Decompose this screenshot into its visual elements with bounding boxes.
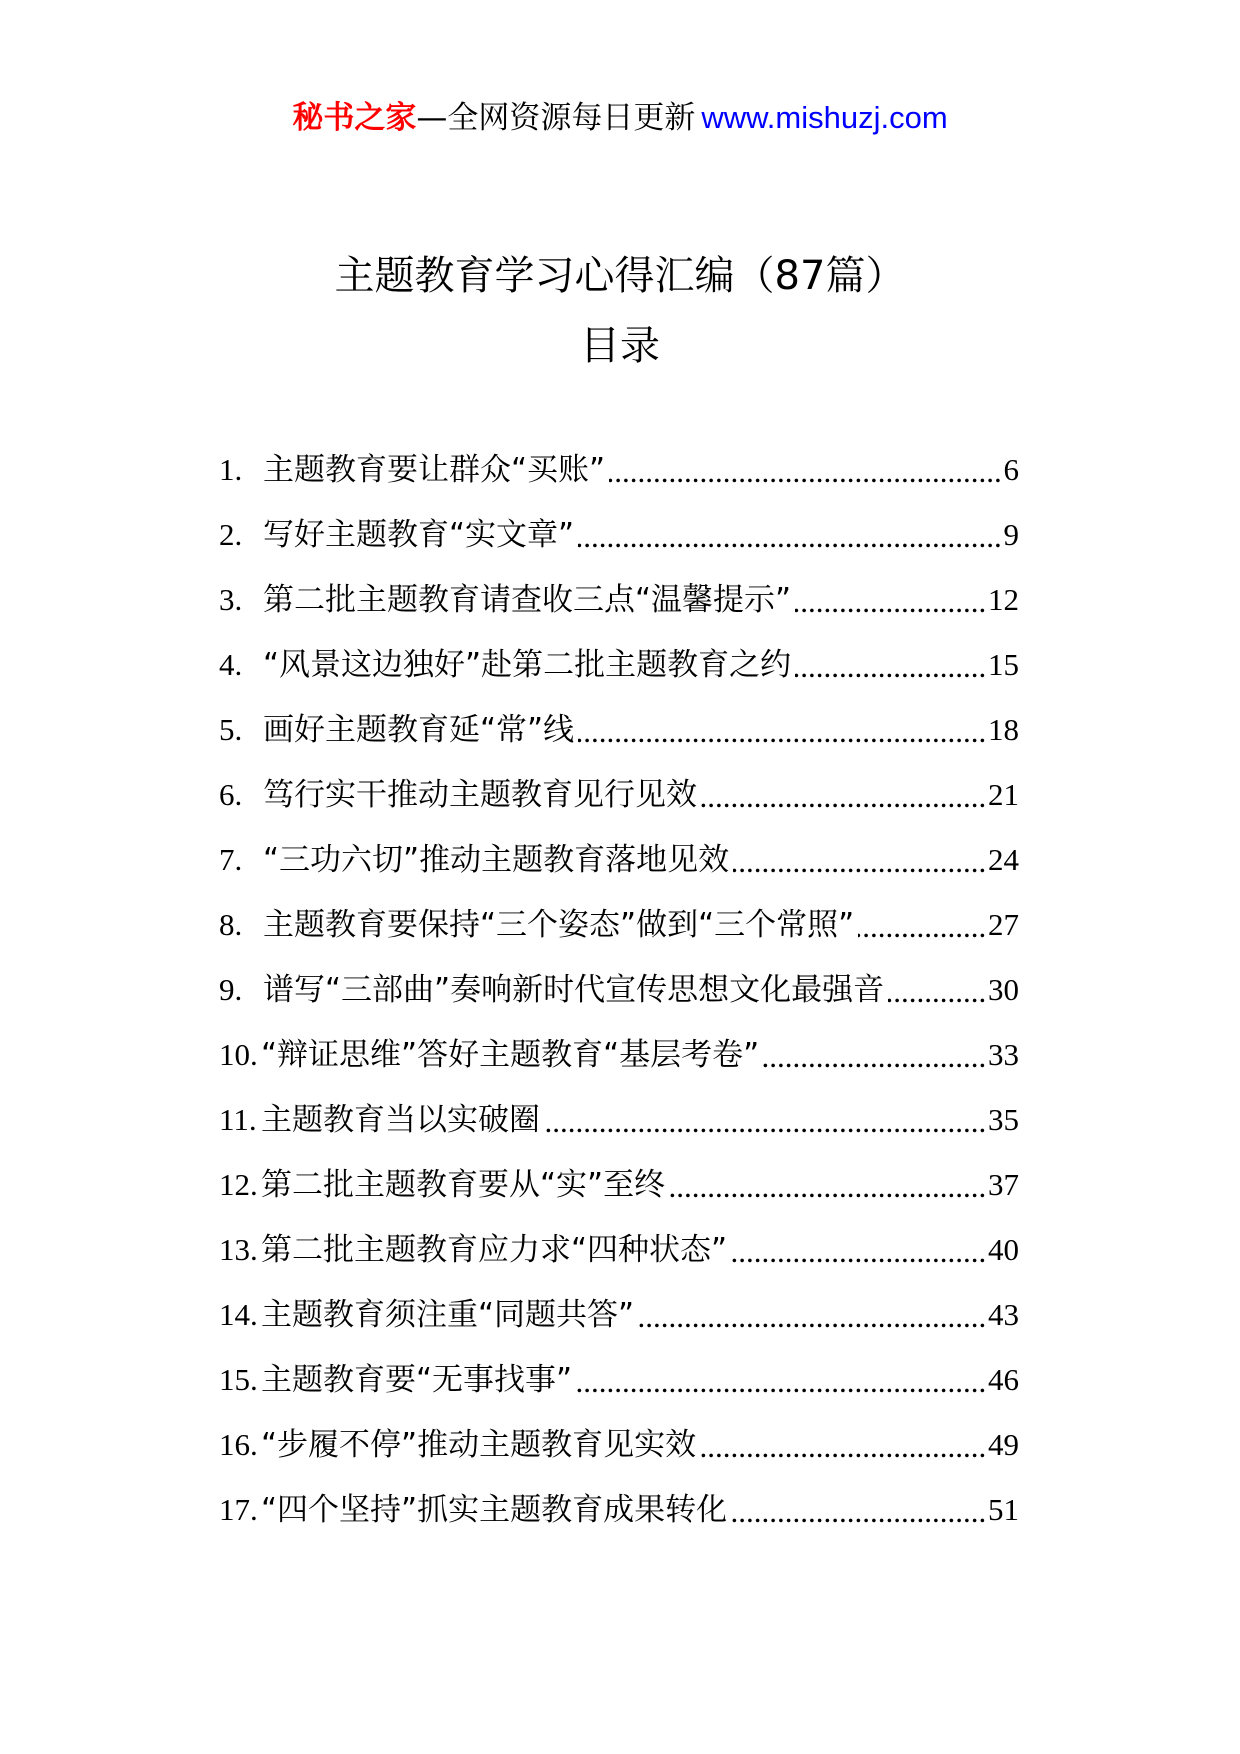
toc-entry-page: 18 (985, 703, 1019, 757)
toc-entry-number: 13. (219, 1223, 261, 1277)
toc-entry-number: 2. (219, 508, 263, 562)
toc-entry[interactable] (219, 1288, 1019, 1353)
toc-entry-page: 21 (985, 768, 1019, 822)
toc-entry-title: 写好主题教育“实文章” (263, 508, 578, 562)
toc-entry-title: 主题教育要“无事找事” (261, 1353, 576, 1407)
toc-entry-title: “三功六切”推动主题教育落地见效 (263, 833, 733, 887)
toc-entry-number: 12. (219, 1158, 261, 1212)
toc-entry-title: “步履不停”推动主题教育见实效 (261, 1418, 700, 1472)
toc-entry[interactable] (219, 1158, 1019, 1223)
toc-entry[interactable] (219, 1028, 1019, 1093)
toc-entry[interactable] (219, 638, 1019, 703)
site-url-link[interactable]: www.mishuzj.com (701, 100, 948, 135)
toc-entry-title: 主题教育要让群众“买账” (263, 443, 609, 497)
toc-entry-page: 30 (985, 963, 1019, 1017)
toc-entry-number: 1. (219, 443, 263, 497)
toc-entry-title: 第二批主题教育请查收三点“温馨提示” (263, 573, 795, 627)
brand-name: 秘书之家 (292, 100, 417, 136)
toc-entry-title: 第二批主题教育应力求“四种状态” (261, 1223, 731, 1277)
toc-entry-page: 9 (1001, 508, 1020, 562)
toc-entry[interactable] (219, 833, 1019, 898)
toc-entry-page: 12 (985, 573, 1019, 627)
toc-entry-title: “风景这边独好”赴第二批主题教育之约 (263, 638, 795, 692)
toc-entry-number: 10. (219, 1028, 261, 1082)
toc-entry[interactable] (219, 703, 1019, 768)
toc-entry-page: 33 (985, 1028, 1019, 1082)
toc-entry-page: 40 (985, 1223, 1019, 1277)
toc-entry-page: 6 (1001, 443, 1020, 497)
toc-entry-title: 主题教育当以实破圈 (261, 1093, 544, 1147)
toc-entry-number: 16. (219, 1418, 261, 1472)
toc-entry-number: 8. (219, 898, 263, 952)
toc-entry-number: 5. (219, 703, 263, 757)
table-of-contents (219, 443, 1019, 1548)
toc-entry[interactable] (219, 898, 1019, 963)
toc-entry[interactable] (219, 768, 1019, 833)
toc-entry[interactable] (219, 1353, 1019, 1418)
toc-entry-page: 51 (985, 1483, 1019, 1537)
toc-entry-page: 24 (985, 833, 1019, 887)
toc-entry-number: 3. (219, 573, 263, 627)
document-title: 主题教育学习心得汇编（87篇） (334, 253, 906, 299)
toc-entry-page: 27 (985, 898, 1019, 952)
toc-entry-page: 15 (985, 638, 1019, 692)
toc-entry-page: 43 (985, 1288, 1019, 1342)
toc-heading: 目录 (580, 323, 660, 369)
header-tagline: —全网资源每日更新 (416, 100, 696, 136)
toc-entry[interactable] (219, 443, 1019, 508)
toc-entry-title: 第二批主题教育要从“实”至终 (261, 1158, 669, 1212)
toc-entry[interactable] (219, 1483, 1019, 1548)
toc-entry-title: 主题教育要保持“三个姿态”做到“三个常照” (263, 898, 858, 952)
toc-entry-page: 35 (985, 1093, 1019, 1147)
toc-entry[interactable] (219, 1418, 1019, 1483)
toc-entry-number: 9. (219, 963, 263, 1017)
toc-entry[interactable] (219, 963, 1019, 1028)
toc-entry-number: 15. (219, 1353, 261, 1407)
toc-entry-page: 46 (985, 1353, 1019, 1407)
toc-entry-number: 6. (219, 768, 263, 822)
toc-entry[interactable] (219, 508, 1019, 573)
toc-entry[interactable] (219, 1223, 1019, 1288)
toc-entry-title: 笃行实干推动主题教育见行见效 (263, 768, 701, 822)
toc-entry-number: 14. (219, 1288, 261, 1342)
toc-entry-title: “四个坚持”抓实主题教育成果转化 (261, 1483, 731, 1537)
toc-entry-page: 37 (985, 1158, 1019, 1212)
toc-entry-number: 4. (219, 638, 263, 692)
toc-entry[interactable] (219, 1093, 1019, 1158)
toc-entry-number: 7. (219, 833, 263, 887)
toc-entry-title: 画好主题教育延“常”线 (263, 703, 578, 757)
toc-entry-number: 11. (219, 1093, 261, 1147)
toc-entry-title: 主题教育须注重“同题共答” (261, 1288, 638, 1342)
toc-entry-number: 17. (219, 1483, 261, 1537)
toc-entry-page: 49 (985, 1418, 1019, 1472)
toc-entry-title: “辩证思维”答好主题教育“基层考卷” (261, 1028, 763, 1082)
toc-entry-title: 谱写“三部曲”奏响新时代宣传思想文化最强音 (263, 963, 888, 1017)
toc-entry[interactable] (219, 573, 1019, 638)
site-header (0, 96, 1240, 140)
